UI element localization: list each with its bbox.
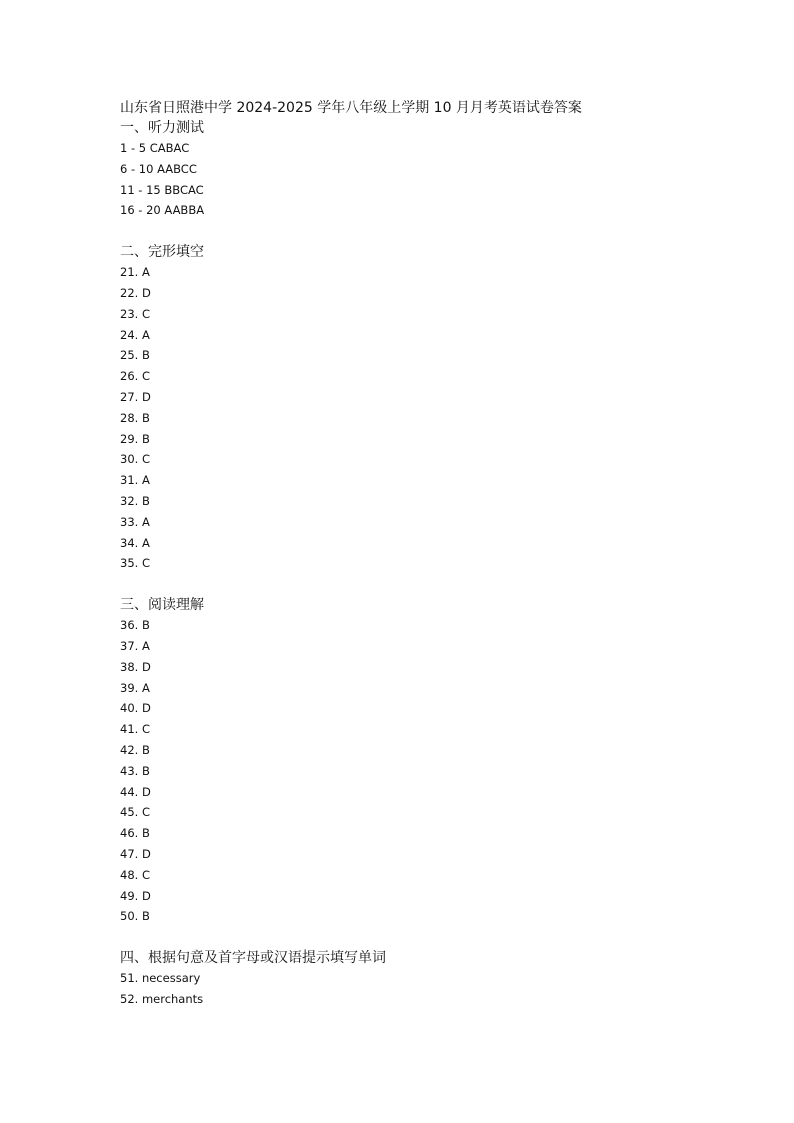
answer-item: 43. B: [120, 763, 150, 778]
answer-item: 49. D: [120, 888, 151, 903]
answer-item: 36. B: [120, 618, 150, 633]
answer-item: 34. A: [120, 535, 150, 550]
answer-list: [120, 615, 740, 927]
answer-item: 38. D: [120, 659, 151, 674]
answer-item: 47. D: [120, 846, 151, 861]
answer-item: 50. B: [120, 909, 150, 924]
answer-item: 51. necessary: [120, 971, 201, 986]
answer-item: 24. A: [120, 327, 150, 342]
answer-item: 29. B: [120, 431, 150, 446]
answer-list: [120, 968, 740, 1010]
answer-item: 39. A: [120, 680, 150, 695]
section-heading: 二、完形填空: [120, 244, 204, 261]
answer-item: 44. D: [120, 784, 151, 799]
answer-item: 45. C: [120, 805, 150, 820]
answer-item: 31. A: [120, 473, 150, 488]
answer-item: 27. D: [120, 389, 151, 404]
section-spacer: [120, 574, 740, 595]
answer-item: 16 - 20 AABBA: [120, 203, 205, 218]
answer-item: 42. B: [120, 742, 150, 757]
section-spacer: [120, 927, 740, 948]
answer-item: 37. A: [120, 638, 150, 653]
answer-item: 32. B: [120, 493, 150, 508]
section-reading: [120, 595, 740, 927]
answer-item: 35. C: [120, 556, 150, 571]
answer-item: 6 - 10 AABCC: [120, 161, 197, 176]
answer-item: 40. D: [120, 701, 151, 716]
section-listening: [120, 118, 740, 221]
answer-item: 25. B: [120, 348, 150, 363]
section-heading: 四、根据句意及首字母或汉语提示填写单词: [120, 950, 386, 967]
answer-item: 46. B: [120, 826, 150, 841]
answer-item: 23. C: [120, 306, 150, 321]
answer-item: 1 - 5 CABAC: [120, 141, 190, 155]
answer-item: 11 - 15 BBCAC: [120, 182, 204, 197]
document-title: 山东省日照港中学 2024-2025 学年八年级上学期 10 月月考英语试卷答案: [120, 100, 582, 116]
answer-item: 22. D: [120, 285, 151, 300]
answer-item: 21. A: [120, 265, 150, 280]
answer-list: [120, 138, 740, 221]
answer-sheet: [120, 98, 740, 1010]
section-cloze: [120, 242, 740, 574]
section-heading: 一、听力测试: [120, 120, 204, 136]
answer-item: 28. B: [120, 410, 150, 425]
section-spacer: [120, 221, 740, 242]
answer-item: 33. A: [120, 514, 150, 529]
answer-item: 26. C: [120, 369, 150, 384]
section-heading: 三、阅读理解: [120, 597, 204, 614]
answer-item: 41. C: [120, 722, 150, 737]
answer-item: 48. C: [120, 867, 150, 882]
answer-list: [120, 262, 740, 574]
answer-item: 30. C: [120, 452, 150, 467]
answer-item: 52. merchants: [120, 991, 204, 1006]
section-word-fill: [120, 948, 740, 1010]
